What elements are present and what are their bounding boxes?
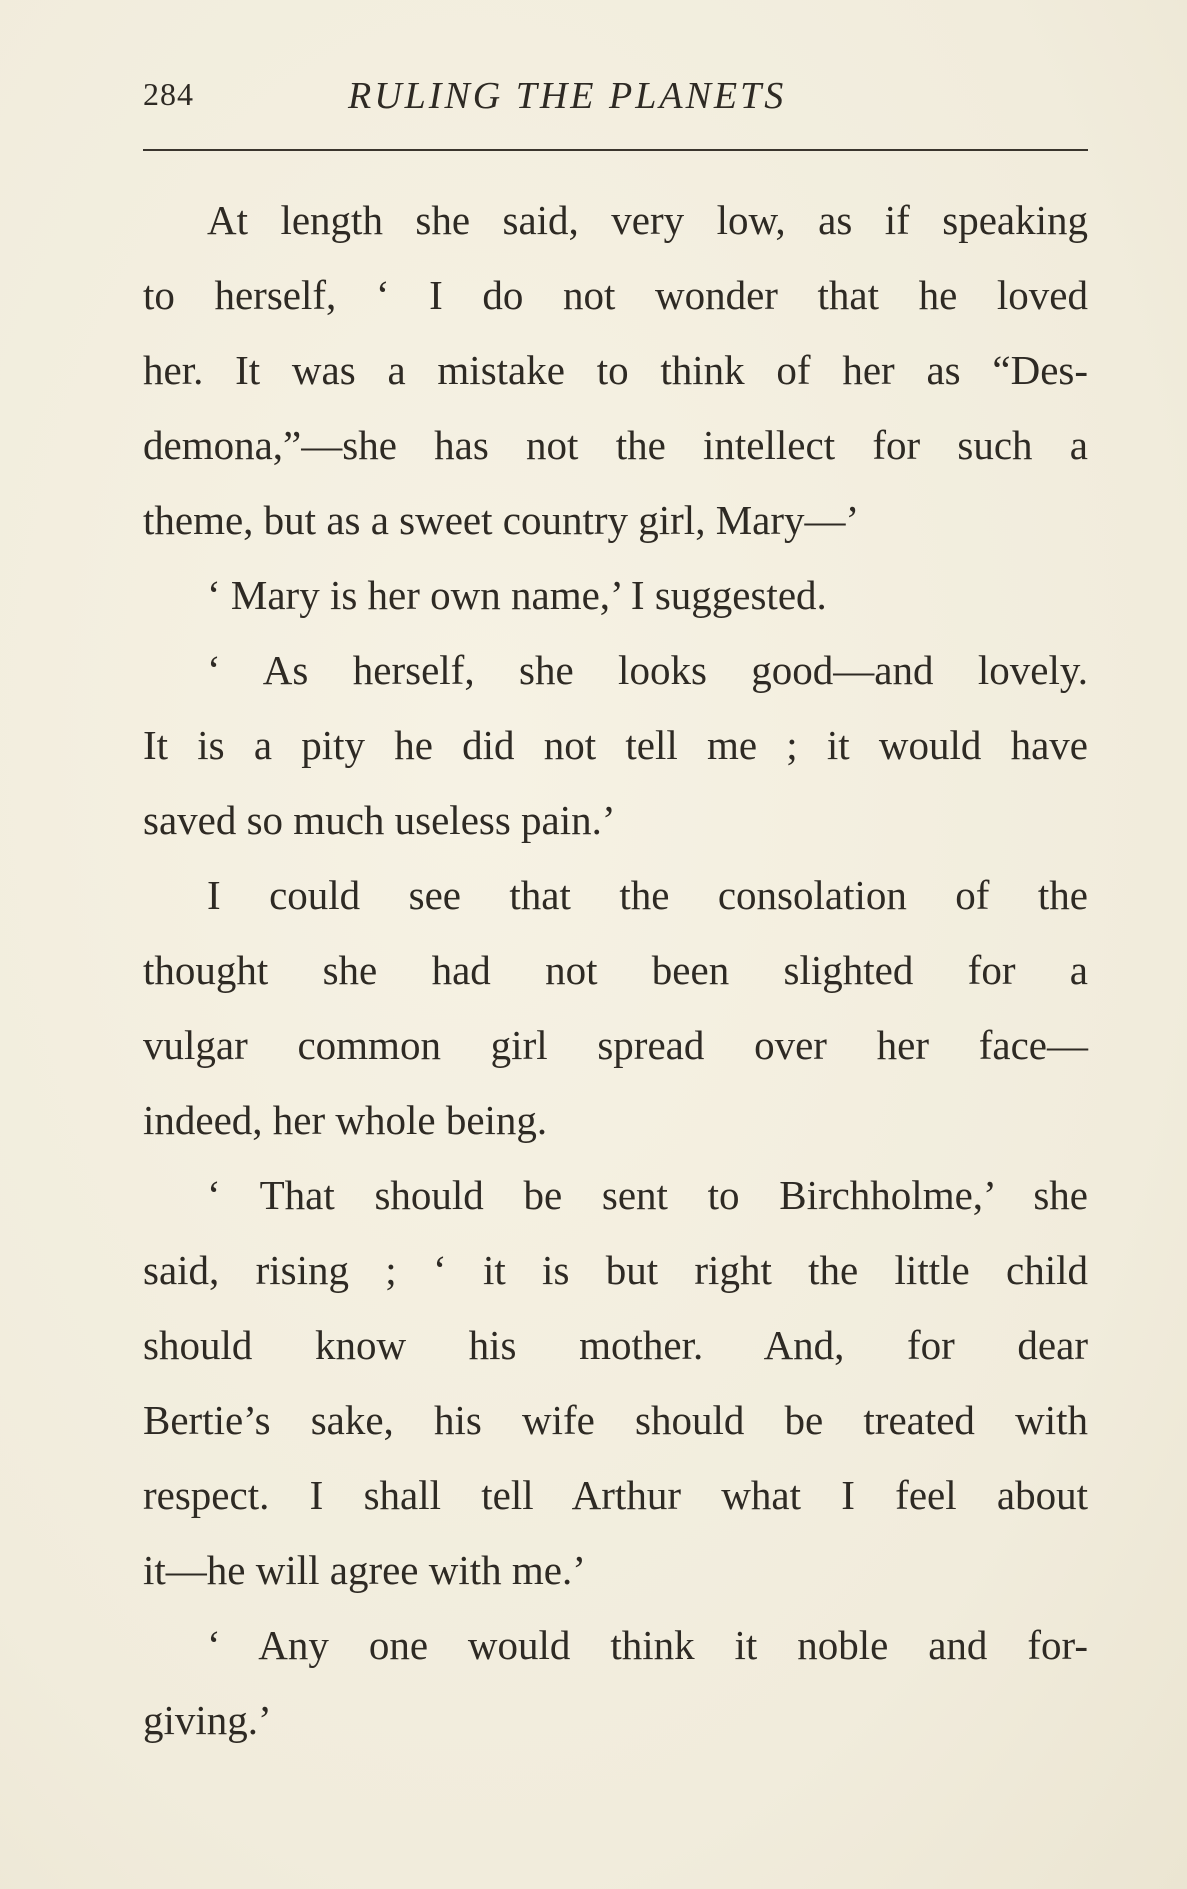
text-line: ‘ As herself, she looks good—and lovely. — [207, 647, 1088, 693]
text-line: ‘ Any one would think it noble and for- — [207, 1622, 1088, 1668]
running-title: RULING THE PLANETS — [348, 75, 787, 117]
text-line: to herself, ‘ I do not wonder that he loved — [143, 272, 1088, 318]
text-line: said, rising ; ‘ it is but right the little child — [143, 1247, 1088, 1293]
text-line: demona,”—she has not the intellect for such a — [143, 422, 1088, 468]
text-line: thought she had not been slighted for a — [143, 947, 1088, 993]
text-line: theme, but as a sweet country girl, Mary—’ — [143, 497, 860, 543]
text-line: It is a pity he did not tell me ; it would have — [143, 722, 1088, 768]
body-text — [143, 183, 1088, 1758]
text-line: saved so much useless pain.’ — [143, 797, 616, 843]
text-line: her. It was a mistake to think of her as “Des- — [143, 347, 1088, 393]
text-line: Bertie’s sake, his wife should be treated with — [143, 1397, 1088, 1443]
text-line: it—he will agree with me.’ — [143, 1547, 586, 1593]
text-line: giving.’ — [143, 1697, 272, 1743]
running-head — [143, 70, 1088, 120]
text-line: indeed, her whole being. — [143, 1097, 548, 1143]
text-line: vulgar common girl spread over her face— — [143, 1022, 1088, 1068]
page-number: 284 — [143, 76, 194, 112]
text-line: ‘ That should be sent to Birchholme,’ she — [207, 1172, 1088, 1218]
text-line: I could see that the consolation of the — [207, 872, 1088, 918]
text-line: should know his mother. And, for dear — [143, 1322, 1088, 1368]
text-line: At length she said, very low, as if speaking — [207, 197, 1088, 243]
text-line: ‘ Mary is her own name,’ I suggested. — [207, 572, 827, 618]
header-rule — [143, 149, 1088, 151]
text-line: respect. I shall tell Arthur what I feel about — [143, 1472, 1088, 1518]
